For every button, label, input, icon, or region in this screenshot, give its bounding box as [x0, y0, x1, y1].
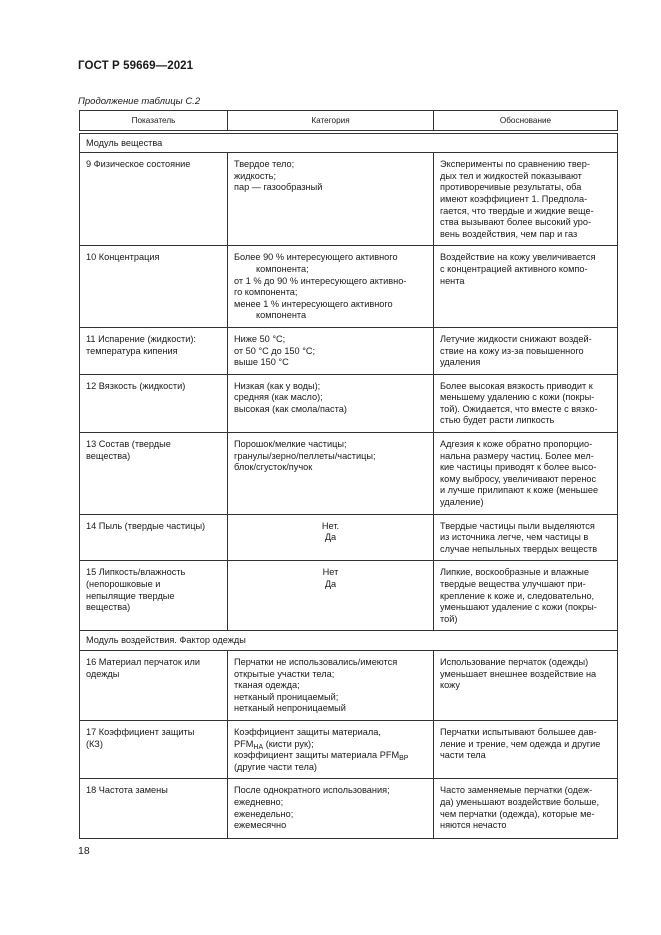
section-title: Модуль воздействия. Фактор одежды — [80, 631, 618, 651]
indicator-text: 13 Состав (твердые — [86, 439, 171, 450]
pfm-suffix: (кисти рук); — [263, 738, 314, 749]
table-row — [80, 374, 618, 432]
category-cell — [228, 720, 434, 778]
category-text: нетканый проницаемый; — [234, 691, 339, 702]
rationale-cell — [434, 561, 618, 631]
category-text: Низкая (как у воды); — [234, 380, 321, 391]
indicator-text: 16 Материал перчаток или — [86, 656, 201, 667]
rationale-text: гается, что твердые и жидкие веще- — [440, 205, 594, 216]
rationale-text: той). Ожидается, что вместе с вязко- — [440, 403, 598, 414]
criteria-table — [79, 110, 618, 839]
indicator-text: вещества) — [86, 450, 131, 461]
category-text: открытые участки тела; — [234, 668, 335, 679]
pfm-subscript: ВР — [399, 755, 409, 763]
rationale-text: кожу — [440, 680, 460, 691]
rationale-text: чем перчатки (одежда), которые ме- — [440, 808, 595, 819]
category-text: ежемесячно — [234, 820, 287, 831]
category-text: средняя (как масло); — [234, 392, 323, 403]
category-cell — [228, 561, 434, 631]
rationale-text: Более высокая вязкость приводит к — [440, 380, 593, 391]
rationale-text: Летучие жидкости снижают воздей- — [440, 333, 592, 344]
rationale-cell — [434, 153, 618, 246]
category-text: Нет — [322, 567, 339, 578]
indicator-text: 14 Пыль (твердые частицы) — [86, 520, 206, 531]
indicator-cell — [80, 433, 228, 515]
indicator-cell — [80, 153, 228, 246]
rationale-cell — [434, 433, 618, 515]
table-row — [80, 153, 618, 246]
category-text: блок/сгусток/пучок — [234, 462, 313, 473]
category-text: нетканый непроницаемый — [234, 703, 346, 714]
category-text: Более 90 % интересующего активного — [234, 252, 398, 263]
category-cell — [228, 650, 434, 720]
category-text: Нет. — [321, 520, 340, 531]
column-header-indicator: Показатель — [80, 111, 228, 131]
rationale-text: имеют коэффициент 1. Предпола- — [440, 193, 588, 204]
table-row — [80, 720, 618, 778]
rationale-text: Перчатки испытывают большее дав- — [440, 726, 597, 737]
rationale-text: удаления — [440, 357, 481, 368]
indicator-text: одежды — [86, 668, 120, 679]
category-cell — [228, 514, 434, 561]
indicator-text: 10 Концентрация — [86, 252, 160, 263]
category-cell — [228, 153, 434, 246]
category-text: выше 150 °С — [234, 357, 289, 368]
pfm-label: PFM — [234, 738, 254, 749]
rationale-text: меньшему удалению с кожи (покры- — [440, 392, 595, 403]
category-text: жидкость; — [234, 170, 277, 181]
column-header-rationale: Обоснование — [434, 111, 618, 131]
rationale-text: да) уменьшают воздействие больше, — [440, 796, 600, 807]
rationale-text: с концентрацией активного компо- — [440, 263, 588, 274]
category-text: Ниже 50 °С; — [234, 333, 286, 344]
table-row — [80, 514, 618, 561]
category-text: пар — газообразный — [234, 182, 323, 193]
table-row — [80, 779, 618, 839]
indicator-text: 17 Коэффициент защиты — [86, 726, 195, 737]
rationale-text: Липкие, воскообразные и влажные — [440, 567, 590, 578]
indicator-cell — [80, 650, 228, 720]
rationale-text: стью будет расти липкость — [440, 415, 555, 426]
rationale-text: противоречивые результаты, оба — [440, 182, 582, 193]
rationale-text: кому выбросу, увеличивают перенос — [440, 473, 597, 484]
rationale-text: Твердые частицы пыли выделяются — [440, 520, 595, 531]
table-row — [80, 650, 618, 720]
category-text: менее 1 % интересующего активного — [234, 298, 393, 309]
category-cell — [228, 779, 434, 839]
category-text: гранулы/зерно/пеллеты/частицы; — [234, 450, 376, 461]
indicator-text: температура кипения — [86, 345, 178, 356]
rationale-text: случае непыльных твердых веществ — [440, 543, 598, 554]
indicator-text: 18 Частота замены — [86, 785, 168, 796]
rationale-text: вень воздействия, чем пар и газ — [440, 228, 578, 239]
pfm-label: коэффициент защиты материала PFM — [234, 750, 400, 761]
category-text: Перчатки не использовались/имеются — [234, 656, 398, 667]
table-header-row — [80, 111, 618, 131]
indicator-cell — [80, 514, 228, 561]
category-text: Да — [324, 532, 337, 543]
category-text: После однократного использования; — [234, 785, 390, 796]
section-row — [80, 631, 618, 651]
category-text — [234, 750, 427, 762]
rationale-cell — [434, 246, 618, 328]
indicator-text: вещества) — [86, 602, 131, 613]
category-cell — [228, 374, 434, 432]
rationale-text: ление и трение, чем одежда и другие — [440, 738, 601, 749]
indicator-text: 9 Физическое состояние — [86, 159, 191, 170]
rationale-text: кие частицы приводят к более высо- — [440, 462, 597, 473]
category-text: ежедневно; — [234, 796, 284, 807]
table-row — [80, 327, 618, 374]
rationale-text: ствие на кожу из-за повышенного — [440, 345, 584, 356]
rationale-text: Воздействие на кожу увеличивается — [440, 252, 596, 263]
table-caption: Продолжение таблицы С.2 — [78, 96, 201, 107]
category-text: Порошок/мелкие частицы; — [234, 439, 347, 450]
rationale-text: нальна размеру частиц. Более мел- — [440, 450, 594, 461]
table-row — [80, 246, 618, 328]
category-text: (другие части тела) — [234, 761, 317, 772]
column-header-category: Категория — [228, 111, 434, 131]
category-text: высокая (как смола/паста) — [234, 403, 347, 414]
section-row — [80, 133, 618, 153]
category-text: Коэффициент защиты материала, — [234, 726, 381, 737]
indicator-cell — [80, 374, 228, 432]
table-row — [80, 433, 618, 515]
indicator-text: 15 Липкость/влажность — [86, 567, 186, 578]
indicator-cell — [80, 246, 228, 328]
category-cell — [228, 246, 434, 328]
category-cell — [228, 327, 434, 374]
rationale-text: той) — [440, 613, 458, 624]
pfm-subscript: НА — [253, 743, 264, 751]
indicator-text: (непорошковые и — [86, 579, 161, 589]
category-text — [234, 739, 427, 751]
rationale-cell — [434, 720, 618, 778]
rationale-text: из источника легче, чем частицы в — [440, 532, 589, 543]
indicator-text: 12 Вязкость (жидкости) — [86, 380, 186, 391]
indicator-text: непылящие твердые — [86, 590, 175, 601]
rationale-cell — [434, 374, 618, 432]
indicator-text: (КЗ) — [86, 738, 103, 749]
indicator-text: 11 Испарение (жидкости): — [86, 333, 196, 344]
category-text: Да — [324, 579, 337, 589]
rationale-text: Адгезия к коже обратно пропорцио- — [440, 439, 593, 450]
rationale-text: ства вызывают более высокий уро- — [440, 217, 592, 228]
category-text: Твердое тело; — [234, 159, 295, 170]
rationale-cell — [434, 514, 618, 561]
rationale-text: и лучше прилипают к коже (меньшее — [440, 485, 599, 496]
section-title: Модуль вещества — [80, 133, 618, 153]
rationale-text: крепление к коже и, следовательно, — [440, 590, 595, 601]
rationale-text: части тела — [440, 750, 486, 761]
rationale-text: дых тел и жидкостей показывают — [440, 170, 582, 181]
rationale-text: твердые вещества улучшают при- — [440, 579, 586, 589]
indicator-cell — [80, 327, 228, 374]
document-id: ГОСТ Р 59669—2021 — [78, 60, 194, 72]
rationale-text: Часто заменяемые перчатки (одеж- — [440, 785, 593, 796]
rationale-text: уменьшают удаление с кожи (покры- — [440, 602, 597, 613]
category-text: еженедельно; — [234, 808, 294, 819]
category-text: от 1 % до 90 % интересующего активно- — [234, 275, 407, 286]
rationale-cell — [434, 327, 618, 374]
rationale-text: удаление) — [440, 497, 484, 508]
rationale-text: няются нечасто — [440, 820, 507, 831]
indicator-cell — [80, 779, 228, 839]
indicator-cell — [80, 720, 228, 778]
rationale-cell — [434, 650, 618, 720]
rationale-text: Эксперименты по сравнению твер- — [440, 159, 590, 170]
indicator-cell — [80, 561, 228, 631]
rationale-text: нента — [440, 275, 465, 286]
category-cell — [228, 433, 434, 515]
table-row — [80, 561, 618, 631]
category-text: от 50 °С до 150 °С; — [234, 345, 316, 356]
category-text: го компонента; — [234, 287, 298, 298]
category-text: компонента — [256, 310, 307, 321]
category-text: тканая одежда; — [234, 680, 300, 691]
page-number: 18 — [78, 845, 90, 857]
rationale-text: Использование перчаток (одежды) — [440, 656, 589, 667]
rationale-text: уменьшает внешнее воздействие на — [440, 668, 597, 679]
rationale-cell — [434, 779, 618, 839]
category-text: компонента; — [256, 263, 309, 274]
